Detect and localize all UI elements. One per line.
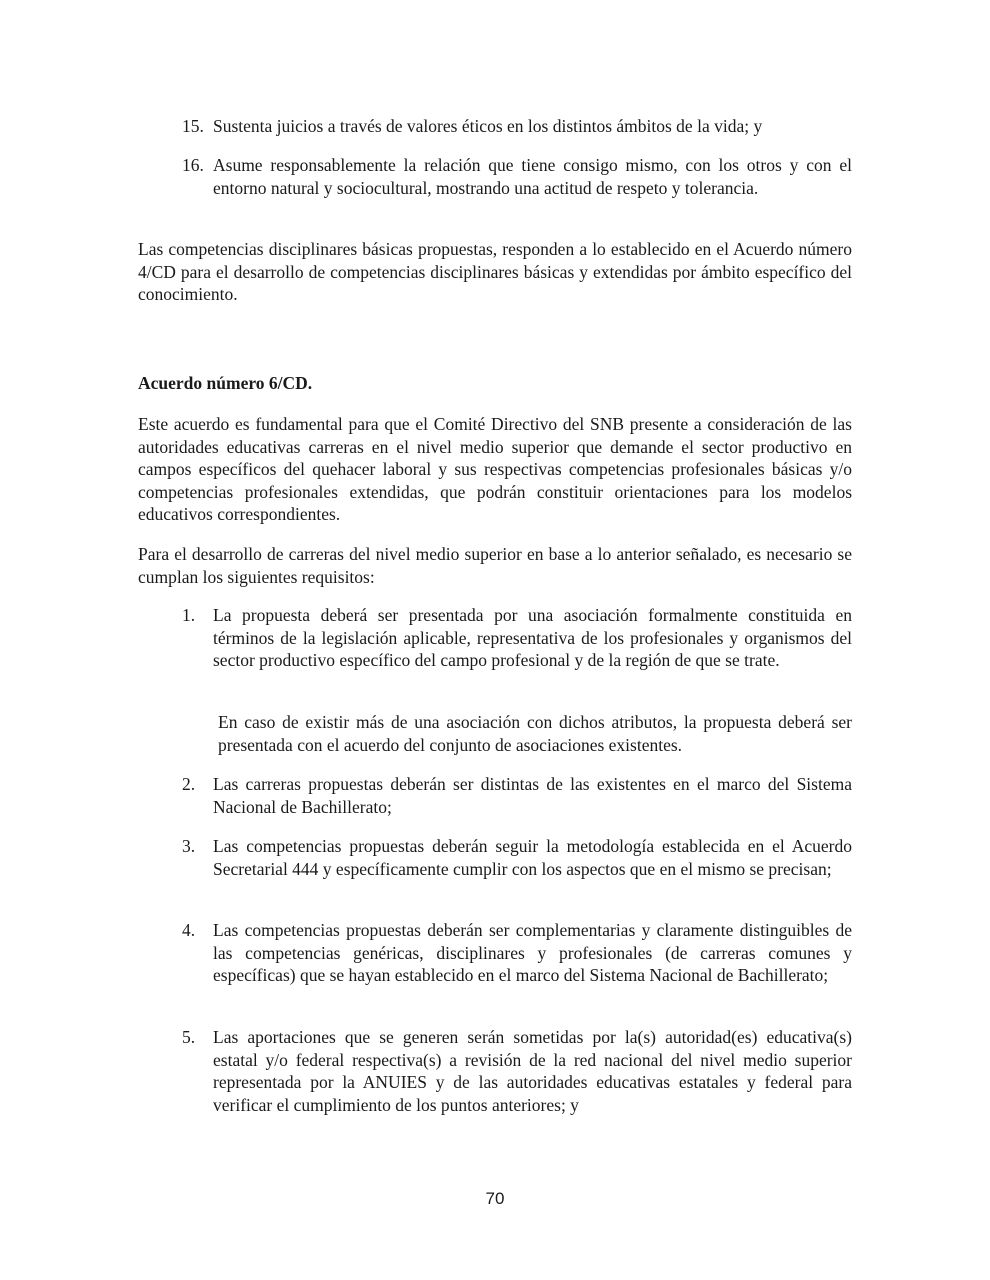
list-number: 3. (182, 836, 196, 856)
section-heading (138, 372, 852, 395)
list-number: 4. (182, 920, 196, 940)
list-item-text: Las aportaciones que se generen serán sometidas por la(s) autoridad(es) educativa(s) estatal y/o federal respectiva(s) a revisión de la red nacional del nivel medio superior representada por la ANUIES y de las autoridades educativas estatales y federal para verificar el cumplimiento de los puntos anteriores; y (213, 1027, 852, 1115)
note-text: En caso de existir más de una asociación con dichos atributos, la propuesta deberá ser presentada con el acuerdo del conjunto de asociaciones existentes. (218, 712, 852, 755)
paragraph-text: Las competencias disciplinares básicas propuestas, responden a lo establecido en el Acuerdo número 4/CD para el desarrollo de competencias disciplinares básicas y extendidas por ámbito específico del conocimiento. (138, 239, 852, 304)
list-item-text: Las competencias propuestas deberán seguir la metodología establecida en el Acuerdo Secretarial 444 y específicamente cumplir con los aspectos que en el mismo se precisan; (213, 836, 852, 879)
body-paragraph (138, 413, 852, 526)
body-paragraph (138, 543, 852, 588)
requirement-item (138, 919, 852, 987)
list-item-text: Las carreras propuestas deberán ser distintas de las existentes en el marco del Sistema Nacional de Bachillerato; (213, 774, 852, 817)
list-item-text: La propuesta deberá ser presentada por una asociación formalmente constituida en términos de la legislación aplicable, representativa de los profesionales y organismos del sector productivo específico del campo profesional y de la región de que se trate. (213, 605, 852, 670)
requirement-item (138, 773, 852, 818)
requirement-note (138, 711, 852, 756)
requirement-item (138, 835, 852, 880)
list-item (138, 115, 852, 138)
paragraph-text: Este acuerdo es fundamental para que el Comité Directivo del SNB presente a consideración de las autoridades educativas carreras en el nivel medio superior que demande el sector productivo en campos específicos del quehacer laboral y sus respectivas competencias profesionales básicas y/o competencias profesionales extendidas, que podrán constituir orientaciones para los modelos educativos correspondientes. (138, 414, 852, 524)
paragraph-text: Para el desarrollo de carreras del nivel medio superior en base a lo anterior señalado, es necesario se cumplan los siguientes requisitos: (138, 544, 852, 587)
list-number: 5. (182, 1027, 196, 1047)
list-number: 16. (182, 155, 204, 175)
list-item (138, 154, 852, 199)
page-number: 70 (485, 1189, 505, 1208)
requirement-item (138, 604, 852, 672)
requirement-item (138, 1026, 852, 1116)
list-item-text: Sustenta juicios a través de valores éticos en los distintos ámbitos de la vida; y (213, 116, 763, 136)
list-item-text: Las competencias propuestas deberán ser complementarias y claramente distinguibles de las competencias genéricas, disciplinares y profesionales (de carreras comunes y específicas) que se hayan establecido en el marco del Sistema Nacional de Bachillerato; (213, 920, 852, 985)
list-number: 15. (182, 116, 204, 136)
heading-text: Acuerdo número 6/CD. (138, 373, 313, 393)
list-number: 1. (182, 605, 196, 625)
document-page (138, 0, 852, 1280)
list-number: 2. (182, 774, 196, 794)
intro-paragraph (138, 238, 852, 306)
list-item-text: Asume responsablemente la relación que tiene consigo mismo, con los otros y con el entorno natural y sociocultural, mostrando una actitud de respeto y tolerancia. (213, 155, 852, 198)
